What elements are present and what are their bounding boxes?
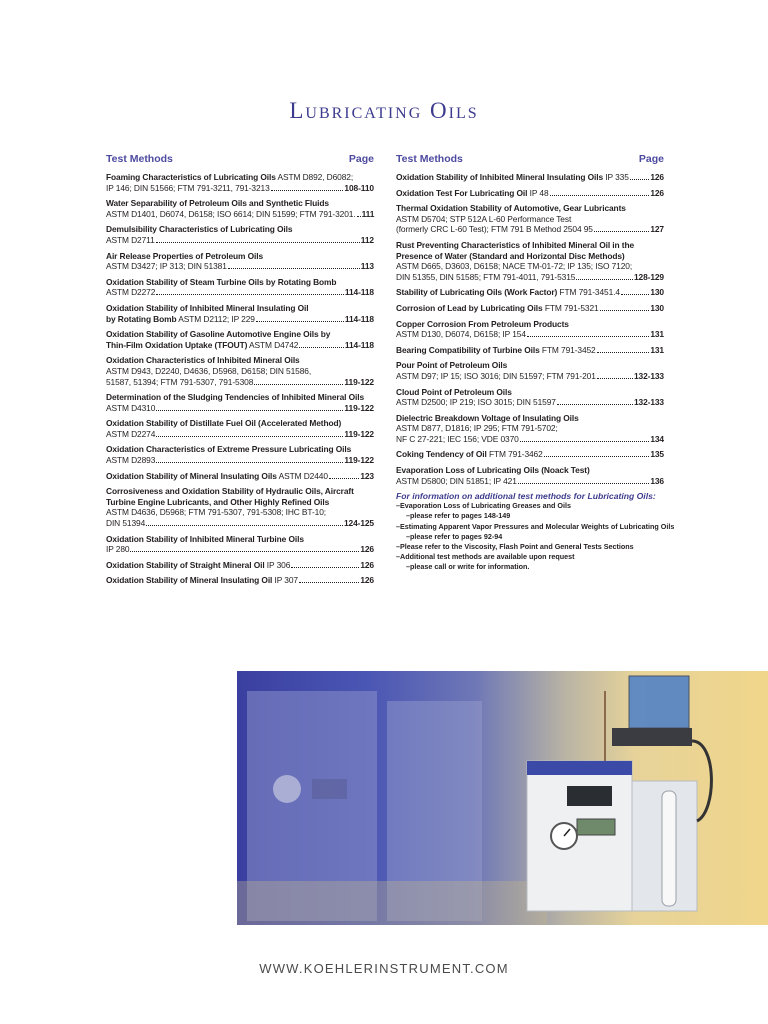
method-title: Rust Preventing Characteristics of Inhibited Mineral Oil in the [396, 239, 635, 250]
method-standards: ASTM D4310 [106, 402, 156, 413]
method-standards: FTM 791-3462 [486, 449, 543, 460]
entry-last-line [106, 287, 374, 298]
method-title: Oxidation Stability of Inhibited Mineral Turbine Oils [106, 533, 304, 544]
entry-line [396, 251, 664, 262]
entry-last-line [106, 209, 374, 220]
dot-leader [550, 195, 650, 196]
test-method-entry [106, 486, 374, 528]
method-standards: ASTM D2500; IP 219; ISO 3015; DIN 51597 [396, 397, 556, 408]
left-entry-list [106, 172, 374, 586]
method-standards: ASTM D3427; IP 313; DIN 51381 [106, 261, 227, 272]
entry-last-line [396, 272, 664, 283]
dot-leader [156, 410, 343, 411]
test-method-entry [396, 303, 664, 314]
entry-line [396, 240, 664, 251]
method-standards: IP 307 [272, 575, 298, 586]
page-heading: Page [348, 153, 374, 165]
left-column-header [106, 153, 374, 165]
additional-info-item: –please refer to pages 92-94 [406, 531, 503, 541]
page-number: 126 [360, 575, 374, 586]
entry-line [396, 413, 664, 424]
method-standards: ASTM D2112; IP 229 [176, 313, 255, 324]
method-title: Corrosiveness and Oxidation Stability of Hydraulic Oils, Aircraft [106, 486, 354, 497]
entry-line [106, 534, 374, 545]
page-number: 114-118 [344, 313, 374, 324]
entry-last-line [106, 455, 374, 466]
page-number: 126 [360, 559, 374, 570]
entry-last-line [106, 314, 374, 325]
page-number: 119-122 [344, 455, 374, 466]
dot-leader [600, 310, 650, 311]
entry-last-line [396, 287, 664, 298]
method-standards: ASTM D2272 [106, 287, 156, 298]
method-title: Dielectric Breakdown Voltage of Insulating Oils [396, 412, 579, 423]
method-title: Pour Point of Petroleum Oils [396, 360, 508, 371]
test-method-entry [106, 444, 374, 465]
test-method-entry [396, 240, 664, 282]
test-method-entry [106, 329, 374, 350]
test-method-entry [106, 198, 374, 219]
test-method-entry [106, 418, 374, 439]
test-method-entry [106, 277, 374, 298]
test-method-entry [106, 303, 374, 324]
entry-line [106, 329, 374, 340]
dot-leader [156, 294, 344, 295]
entry-last-line [106, 471, 374, 482]
test-methods-heading: Test Methods [106, 153, 173, 165]
dot-leader [597, 352, 650, 353]
method-standards: ASTM D5800; DIN 51851; IP 421 [396, 475, 517, 486]
dot-leader [527, 336, 649, 337]
method-standards: ASTM D2711 [106, 234, 155, 245]
method-title: Corrosion of Lead by Lubricating Oils [396, 302, 543, 313]
lcd-display-icon [577, 819, 615, 835]
page-number: 112 [360, 234, 374, 245]
entry-line [396, 423, 664, 434]
main-instrument-body [527, 761, 632, 911]
method-standards: ASTM D5704; STP 512A L-60 Performance Test [396, 213, 572, 224]
entry-last-line [396, 449, 664, 460]
entry-last-line [396, 172, 664, 183]
test-method-entry [106, 471, 374, 482]
entry-last-line [396, 188, 664, 199]
method-standards: ASTM D2274 [106, 428, 156, 439]
entry-line [106, 418, 374, 429]
additional-info-title: For information on additional test methods for Lubricating Oils: [396, 491, 656, 502]
entry-last-line [396, 345, 664, 356]
entry-line [396, 214, 664, 225]
test-method-entry [106, 534, 374, 555]
test-method-entry [106, 355, 374, 387]
entry-last-line [106, 377, 374, 388]
entry-line [396, 203, 664, 214]
test-method-entry [106, 575, 374, 586]
entry-line [106, 224, 374, 235]
page-number: 123 [360, 470, 374, 481]
method-title: Cloud Point of Petroleum Oils [396, 386, 512, 397]
entry-last-line [106, 429, 374, 440]
dot-leader [299, 347, 344, 348]
entry-line [106, 507, 374, 518]
method-standards: ASTM D877, D1816; IP 295; FTM 791-5702; [396, 423, 558, 434]
left-column [106, 153, 374, 591]
entry-last-line [106, 518, 374, 529]
method-standards: ASTM D4636, D5968; FTM 791-5307, 791-5308; IHC BT-10; [106, 507, 327, 518]
additional-info-item: –please call or write for information. [406, 562, 530, 572]
dot-leader [597, 378, 633, 379]
dot-leader [520, 441, 650, 442]
test-method-entry [396, 360, 664, 381]
page-number: 113 [360, 261, 374, 272]
page-number: 136 [650, 475, 664, 486]
test-method-entry [396, 188, 664, 199]
method-standards: IP 48 [527, 187, 549, 198]
method-standards: (formerly CRC L-60 Test); FTM 791 B Method 2504 95 [396, 224, 593, 235]
method-title: Oxidation Stability of Distillate Fuel Oil (Accelerated Method) [106, 418, 342, 429]
method-standards: ASTM D665, D3603, D6158; NACE TM-01-72; IP 135; ISO 7120; [396, 261, 633, 272]
page-number: 111 [361, 208, 375, 219]
method-title: Oxidation Stability of Inhibited Mineral Insulating Oil [106, 302, 309, 313]
entry-last-line [106, 183, 374, 194]
dot-leader [130, 551, 359, 552]
method-title: Presence of Water (Standard and Horizontal Disc Methods) [396, 250, 625, 261]
entry-last-line [396, 434, 664, 445]
method-title: Oxidation Stability of Mineral Insulating Oil [106, 575, 273, 586]
entry-last-line [106, 560, 374, 571]
entry-last-line [106, 544, 374, 555]
entry-line [106, 277, 374, 288]
method-standards: ASTM D892, D6082; [275, 172, 354, 182]
dot-leader [544, 456, 650, 457]
water-bath-icon [629, 676, 689, 728]
additional-info-item: –Estimating Apparent Vapor Pressures and Molecular Weights of Lubricating Oils [396, 521, 675, 531]
dot-leader [291, 567, 359, 568]
entry-last-line [396, 397, 664, 408]
method-standards: ASTM D97; IP 15; ISO 3016; DIN 51597; FTM 791-201 [396, 370, 596, 381]
page-number: 119-122 [344, 402, 374, 413]
page-number: 134 [650, 433, 664, 444]
dot-leader [156, 436, 343, 437]
test-method-entry [396, 172, 664, 183]
entry-last-line [106, 261, 374, 272]
entry-line [106, 172, 374, 183]
method-standards: ASTM D2893 [106, 455, 156, 466]
method-standards: ASTM D2440 [276, 470, 328, 481]
method-standards: ASTM D130, D6074, D6158; IP 154 [396, 329, 526, 340]
test-method-entry [106, 560, 374, 571]
test-method-entry [106, 224, 374, 245]
method-title: Stability of Lubricating Oils (Work Factor) [396, 287, 558, 298]
method-title: Air Release Properties of Petroleum Oils [106, 250, 264, 261]
dot-leader [299, 582, 359, 583]
test-method-entry [396, 465, 664, 486]
method-title: Oxidation Test For Lubricating Oil [396, 187, 528, 198]
entry-last-line [106, 340, 374, 351]
entry-last-line [396, 303, 664, 314]
test-method-entry [106, 172, 374, 193]
method-standards: IP 306 [264, 559, 291, 570]
page-number: 135 [650, 449, 664, 460]
method-standards: NF C 27-221; IEC 156; VDE 0370 [396, 433, 519, 444]
method-standards: IP 280 [106, 544, 130, 555]
page-title: Lubricating Oils [289, 98, 479, 123]
dot-leader [146, 525, 343, 526]
method-standards: IP 146; DIN 51566; FTM 791-3211, 791-3213 [106, 182, 270, 193]
test-method-entry [396, 319, 664, 340]
method-title: Oxidation Characteristics of Inhibited Mineral Oils [106, 355, 300, 366]
additional-info-item: –Please refer to the Viscosity, Flash Point and General Tests Sections [396, 542, 634, 552]
entry-last-line [396, 329, 664, 340]
test-method-entry [106, 251, 374, 272]
method-title: Thin-Film Oxidation Uptake (TFOUT) [106, 339, 248, 350]
right-column [396, 153, 675, 573]
method-title: Foaming Characteristics of Lubricating Oils [106, 172, 276, 182]
page-number: 108-110 [344, 182, 374, 193]
method-standards: DIN 51355, DIN 51585; FTM 791-4011, 791-5315 [396, 271, 576, 282]
additional-info-item: –please refer to pages 148-149 [406, 511, 511, 521]
test-methods-heading: Test Methods [396, 153, 463, 165]
instrument-photo [237, 671, 768, 925]
method-standards: FTM 791-3452 [539, 344, 596, 355]
dot-leader [621, 294, 649, 295]
test-method-entry [396, 287, 664, 298]
page-number: 127 [650, 224, 664, 235]
entry-last-line [396, 476, 664, 487]
dot-leader [576, 279, 633, 280]
page-number: 131 [650, 344, 664, 355]
method-title: Water Separability of Petroleum Oils and Synthetic Fluids [106, 198, 329, 209]
additional-info-item: –Additional test methods are available upon request [396, 552, 575, 562]
method-title: Oxidation Characteristics of Extreme Pressure Lubricating Oils [106, 444, 352, 455]
dot-leader [518, 483, 650, 484]
page-number: 114-118 [344, 287, 374, 298]
entry-line [106, 366, 374, 377]
background-gauge-icon [273, 775, 301, 803]
bath-controller [612, 728, 692, 746]
page-number: 124-125 [343, 518, 374, 529]
page-number: 132-133 [633, 370, 664, 381]
method-standards: ASTM D943, D2240, D4636, D5968, D6158; DIN 51586, [106, 365, 312, 376]
dot-leader [254, 384, 343, 385]
method-standards: 51587, 51394; FTM 791-5307, 791-5308 [106, 376, 254, 387]
page-number: 126 [650, 187, 664, 198]
background-display-icon [312, 779, 347, 799]
dot-leader [329, 478, 359, 479]
glass-column-icon [662, 791, 676, 906]
dot-leader [557, 404, 633, 405]
test-method-entry [106, 392, 374, 413]
method-title: Oxidation Stability of Mineral Insulating Oils [106, 470, 277, 481]
method-title: by Rotating Bomb [106, 313, 177, 324]
method-title: Coking Tendency of Oil [396, 449, 487, 460]
method-title: Evaporation Loss of Lubricating Oils (Noack Test) [396, 465, 590, 476]
entry-line [396, 465, 664, 476]
additional-info-list [396, 501, 675, 572]
method-title: Oxidation Stability of Steam Turbine Oils by Rotating Bomb [106, 276, 337, 287]
right-entry-list [396, 172, 664, 486]
page-number: 114-118 [344, 339, 374, 350]
entry-line [396, 261, 664, 272]
test-method-entry [396, 413, 664, 445]
dot-leader [228, 268, 360, 269]
dot-leader [357, 216, 361, 217]
lab-instruments-image [237, 671, 768, 925]
method-standards: DIN 51394 [106, 518, 146, 529]
test-method-entry [396, 345, 664, 356]
entry-last-line [106, 575, 374, 586]
method-title: Bearing Compatibility of Turbine Oils [396, 344, 540, 355]
method-title: Copper Corrosion From Petroleum Products [396, 318, 569, 329]
dot-leader [630, 179, 650, 180]
entry-last-line [106, 235, 374, 246]
entry-line [106, 251, 374, 262]
method-title: Thermal Oxidation Stability of Automotive, Gear Lubricants [396, 203, 626, 214]
method-standards: IP 335 [603, 172, 629, 182]
page-number: 130 [650, 287, 664, 298]
method-title: Oxidation Stability of Gasoline Automotive Engine Oils by [106, 329, 331, 340]
page-number: 132-133 [633, 397, 664, 408]
entry-last-line [396, 371, 664, 382]
page-number: 130 [650, 302, 664, 313]
method-title: Oxidation Stability of Inhibited Mineral Insulating Oils [396, 172, 604, 182]
entry-line [106, 497, 374, 508]
right-column-header [396, 153, 664, 165]
dot-leader [256, 321, 344, 322]
page-number: 128-129 [633, 271, 664, 282]
dot-leader [156, 242, 360, 243]
page-number: 126 [650, 172, 664, 182]
entry-line [396, 360, 664, 371]
entry-line [396, 387, 664, 398]
entry-line [106, 355, 374, 366]
page-heading: Page [638, 153, 664, 165]
entry-line [396, 319, 664, 330]
page-number: 126 [360, 544, 374, 555]
method-title: Oxidation Stability of Straight Mineral Oil [106, 559, 265, 570]
additional-info-item: –Evaporation Loss of Lubricating Greases and Oils [396, 501, 571, 511]
dot-leader [594, 231, 649, 232]
method-standards: FTM 791-5321 [542, 302, 599, 313]
method-title: Demulsibility Characteristics of Lubricating Oils [106, 224, 293, 235]
test-method-entry [396, 203, 664, 235]
main-instrument-top-band [527, 761, 632, 775]
test-method-entry [396, 387, 664, 408]
page-number: 131 [650, 329, 664, 340]
test-method-entry [396, 449, 664, 460]
entry-line [106, 198, 374, 209]
page-number: 119-122 [344, 428, 374, 439]
method-title: Determination of the Sludging Tendencies of Inhibited Mineral Oils [106, 392, 365, 403]
method-standards: ASTM D4742 [247, 339, 299, 350]
entry-line [106, 303, 374, 314]
entry-line [106, 444, 374, 455]
dot-leader [271, 190, 344, 191]
background-bench [237, 881, 547, 925]
website-footer: WWW.KOEHLERINSTRUMENT.COM [259, 961, 509, 976]
method-standards: ASTM D1401, D6074, D6158; ISO 6614; DIN 51599; FTM 791-3201. [106, 208, 356, 219]
dot-leader [156, 462, 343, 463]
entry-line [106, 392, 374, 403]
entry-last-line [396, 224, 664, 235]
entry-last-line [106, 403, 374, 414]
method-standards: FTM 791-3451.4 [557, 287, 620, 298]
entry-line [106, 486, 374, 497]
page-number: 119-122 [344, 376, 374, 387]
method-title: Turbine Engine Lubricants, and Other Highly Refined Oils [106, 496, 330, 507]
main-instrument-panel [567, 786, 612, 806]
